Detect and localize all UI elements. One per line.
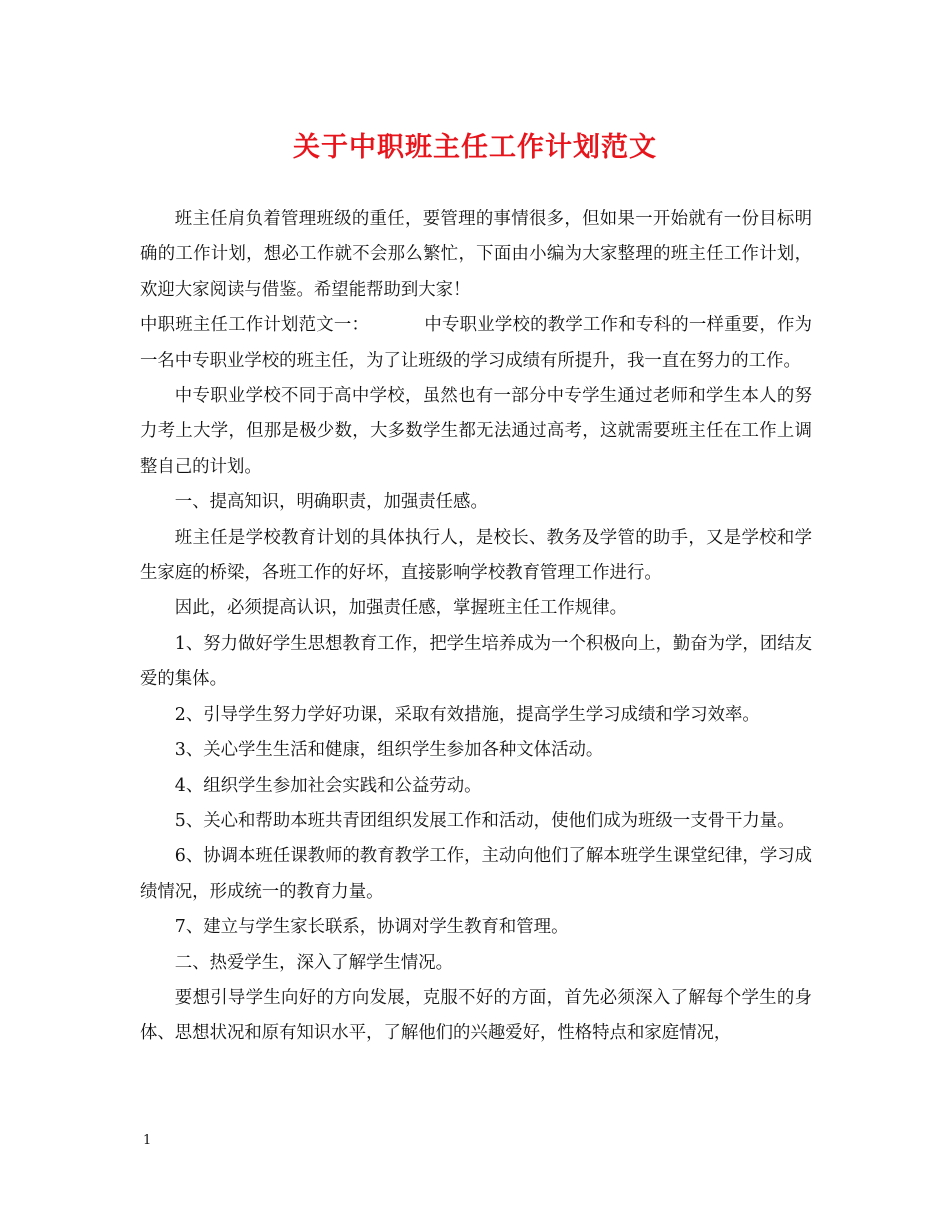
heading-two: 二、热爱学生，深入了解学生情况。 [174,952,454,973]
list-item-1: 1、努力做好学生思想教育工作，把学生培养成为一个积极向上，勤奋为学，团结友爱的集体。 [140,633,812,690]
list-item-4: 4、组织学生参加社会实践和公益劳动。 [174,775,482,796]
section-label: 中职班主任工作计划范文一： [140,315,370,336]
document-title: 关于中职班主任工作计划范文 [293,132,657,163]
list-item-5: 5、关心和帮助本班共青团组织发展工作和活动，使他们成为班级一支骨干力量。 [174,810,795,831]
section-text: 中专职业学校的教学工作和专科的一样重要，作为一名中专职业学校的班主任，为了让班级的学习成绩有所提升，我一直在努力的工作。 [140,315,812,371]
page-number: 1 [143,1133,152,1148]
body-paragraph: 因此，必须提高认识，加强责任感，掌握班主任工作规律。 [174,598,627,619]
heading-one: 一、提高知识，明确职责，加强责任感。 [174,492,488,513]
list-item-2: 2、引导学生努力学好功课，采取有效措施，提高学生学习成绩和学习效率。 [174,704,760,725]
body-paragraph: 中专职业学校不同于高中学校，虽然也有一部分中专学生通过老师和学生本人的努力考上大学，但那是极少数，大多数学生都无法通过高考，这就需要班主任在工作上调整自己的计划。 [140,386,812,477]
document-body [140,202,812,1052]
section-paragraph [140,308,812,379]
body-paragraph: 班主任是学校教育计划的具体执行人，是校长、教务及学管的助手，又是学校和学生家庭的桥梁，各班工作的好坏，直接影响学校教育管理工作进行。 [140,527,812,584]
list-item-6: 6、协调本班任课教师的教育教学工作，主动向他们了解本班学生课堂纪律，学习成绩情况，形成统一的教育力量。 [140,846,812,902]
intro-paragraph: 班主任肩负着管理班级的重任，要管理的事情很多，但如果一开始就有一份目标明确的工作计划，想必工作就不会那么繁忙，下面由小编为大家整理的班主任工作计划，欢迎大家阅读与借鉴。希望能帮助到大家！ [140,209,812,300]
list-item-7: 7、建立与学生家长联系，协调对学生教育和管理。 [174,917,569,938]
list-item-3: 3、关心学生生活和健康，组织学生参加各种文体活动。 [174,740,604,761]
body-paragraph: 要想引导学生向好的方向发展，克服不好的方面，首先必须深入了解每个学生的身体、思想状况和原有知识水平，了解他们的兴趣爱好，性格特点和家庭情况， [140,987,812,1044]
